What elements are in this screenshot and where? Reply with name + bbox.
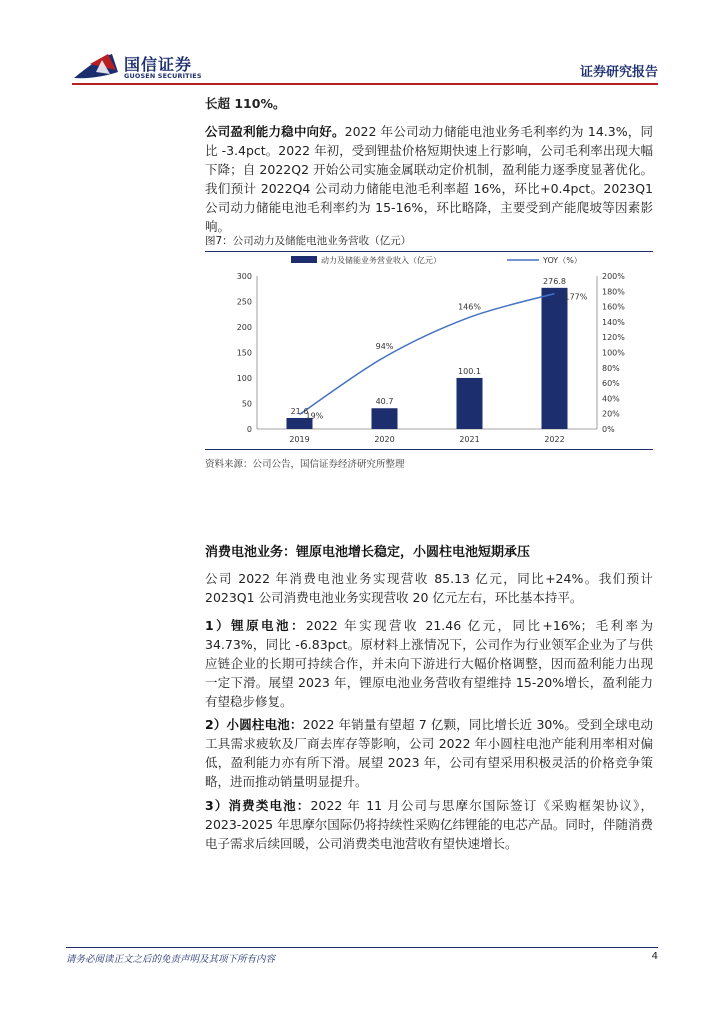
revenue-bar bbox=[457, 378, 483, 429]
logo-chinese-name: 国信证券 bbox=[124, 55, 193, 74]
y-right-tick-label: 80% bbox=[602, 363, 620, 373]
y-left-tick-label: 0 bbox=[246, 425, 252, 434]
x-axis-ticks bbox=[289, 435, 564, 442]
yoy-value-label: 94% bbox=[375, 342, 394, 352]
revenue-bar bbox=[372, 408, 398, 429]
logo-english-name: GUOSEN SECURITIES bbox=[124, 72, 202, 80]
footer-divider bbox=[66, 947, 658, 948]
bar-value-label: 40.7 bbox=[375, 397, 394, 407]
y-right-tick-label: 140% bbox=[602, 317, 625, 327]
revenue-bar bbox=[542, 288, 568, 429]
section-intro bbox=[205, 569, 653, 607]
figure-title: 图7：公司动力及储能电池业务营收（亿元） bbox=[205, 233, 653, 252]
item-paragraph bbox=[205, 796, 653, 853]
figure-source: 资料来源：公司公告，国信证券经济研究所整理 bbox=[205, 449, 653, 470]
item-lead: 1）锂原电池： bbox=[205, 618, 306, 633]
bar-series bbox=[287, 288, 568, 429]
y-right-tick-label: 0% bbox=[602, 425, 615, 434]
page-number: 4 bbox=[651, 951, 658, 962]
item-text: 2022 年实现营收 21.46 亿元，同比+16%；毛利率为 34.73%，同比 -6.83pct。原材料上涨情况下，公司作为行业领军企业为了与供应链企业的长期可持续合作，并未向下游进行大幅价格调整，因而盈利能力出现一定下滑。展望 2023 年，锂原电池业务营收有望维持 15-20%增长，盈利能力有望稳步修复。 bbox=[205, 618, 653, 709]
item-text: 2022 年 11 月公司与思摩尔国际签订《采购框架协议》，2023-2025 年思摩尔国际仍将持续性采购亿纬锂能的电芯产品。同时，伴随消费电子需求后续回暖，公司消费类电池营收有望快速增长。 bbox=[205, 798, 653, 851]
legend-line-label: YOY（%） bbox=[543, 256, 582, 265]
x-tick-label: 2020 bbox=[374, 435, 395, 442]
y-right-tick-label: 20% bbox=[602, 409, 620, 419]
paragraph-lead: 公司盈利能力稳中向好。 bbox=[205, 124, 345, 139]
section-item-2 bbox=[205, 715, 653, 791]
x-tick-label: 2019 bbox=[289, 435, 310, 442]
legend-bar-label: 动力及储能业务营业收入（亿元） bbox=[321, 256, 441, 265]
y-left-tick-label: 50 bbox=[241, 399, 252, 409]
guosen-logo bbox=[72, 50, 202, 84]
legend-bar-swatch bbox=[291, 256, 317, 263]
item-paragraph bbox=[205, 616, 653, 711]
bar-data-labels bbox=[291, 277, 566, 416]
yoy-value-label: 177% bbox=[564, 292, 588, 302]
paragraph-text: 2022 年公司动力储能电池业务毛利率约为 14.3%，同比 -3.4pct。2022 年初，受到锂盐价格短期快速上行影响，公司毛利率出现大幅下降；自 2022Q2 开始公司实施金属联动定价机制，盈利能力逐季度显著优化。我们预计 2022Q4 公司动力储能电池毛利率超 16%，环比+0.4pct。2023Q1 公司动力储能电池毛利率约为 15-16%，环比略降，主要受到产能爬坡等因素影响。 bbox=[205, 124, 653, 234]
paragraph-continuation: 长超 110%。 bbox=[205, 96, 286, 111]
paragraph-profitability bbox=[205, 122, 653, 236]
section-intro-text: 公司 2022 年消费电池业务实现营收 85.13 亿元，同比+24%。我们预计 2023Q1 公司消费电池业务实现营收 20 亿元左右，环比基本持平。 bbox=[205, 571, 653, 605]
footer-disclaimer: 请务必阅读正文之后的免责声明及其项下所有内容 bbox=[66, 954, 276, 965]
y-left-tick-label: 300 bbox=[236, 272, 252, 281]
x-tick-label: 2022 bbox=[544, 435, 565, 442]
x-tick-label: 2021 bbox=[459, 435, 480, 442]
item-text: 2022 年销量有望超 7 亿颗，同比增长近 30%。受到全球电动工具需求疲软及厂商去库存等影响，公司 2022 年小圆柱电池产能利用率相对偏低，盈利能力亦有所下滑。展望 2023 年，公司有望采用积极灵活的价格竞争策略，进而推动销量明显提升。 bbox=[205, 717, 653, 789]
yoy-value-label: 146% bbox=[458, 302, 481, 312]
section-item-3 bbox=[205, 796, 653, 853]
bar-value-label: 100.1 bbox=[458, 366, 481, 376]
body-top bbox=[205, 94, 653, 236]
y-left-tick-label: 100 bbox=[236, 374, 252, 383]
item-paragraph bbox=[205, 715, 653, 791]
report-type-label: 证券研究报告 bbox=[579, 65, 658, 80]
y-axis-left-ticks bbox=[237, 272, 252, 434]
y-right-tick-label: 40% bbox=[602, 394, 620, 404]
y-right-tick-label: 200% bbox=[602, 272, 625, 281]
page-header bbox=[0, 0, 724, 86]
section-title: 消费电池业务：锂原电池增长稳定，小圆柱电池短期承压 bbox=[205, 545, 531, 560]
item-lead: 3）消费类电池： bbox=[205, 798, 311, 813]
section-item-1 bbox=[205, 616, 653, 711]
y-left-tick-label: 200 bbox=[236, 323, 252, 332]
bar-value-label: 276.8 bbox=[543, 276, 566, 286]
y-left-tick-label: 250 bbox=[236, 297, 252, 307]
y-axis-right-ticks bbox=[602, 272, 625, 434]
revenue-chart bbox=[205, 252, 653, 442]
bar-value-label: 21.6 bbox=[290, 406, 309, 416]
item-lead: 2）小圆柱电池： bbox=[205, 717, 303, 732]
y-right-tick-label: 100% bbox=[602, 348, 625, 358]
chart-legend bbox=[291, 255, 582, 265]
y-right-tick-label: 160% bbox=[602, 302, 625, 312]
y-right-tick-label: 120% bbox=[602, 333, 625, 343]
header-divider bbox=[72, 83, 658, 85]
yoy-line bbox=[300, 294, 555, 415]
y-right-tick-label: 180% bbox=[602, 287, 625, 297]
guosen-logo-icon bbox=[72, 50, 120, 84]
y-left-tick-label: 150 bbox=[236, 348, 252, 358]
y-right-tick-label: 60% bbox=[602, 379, 620, 389]
yoy-value-label: 19% bbox=[305, 411, 324, 421]
